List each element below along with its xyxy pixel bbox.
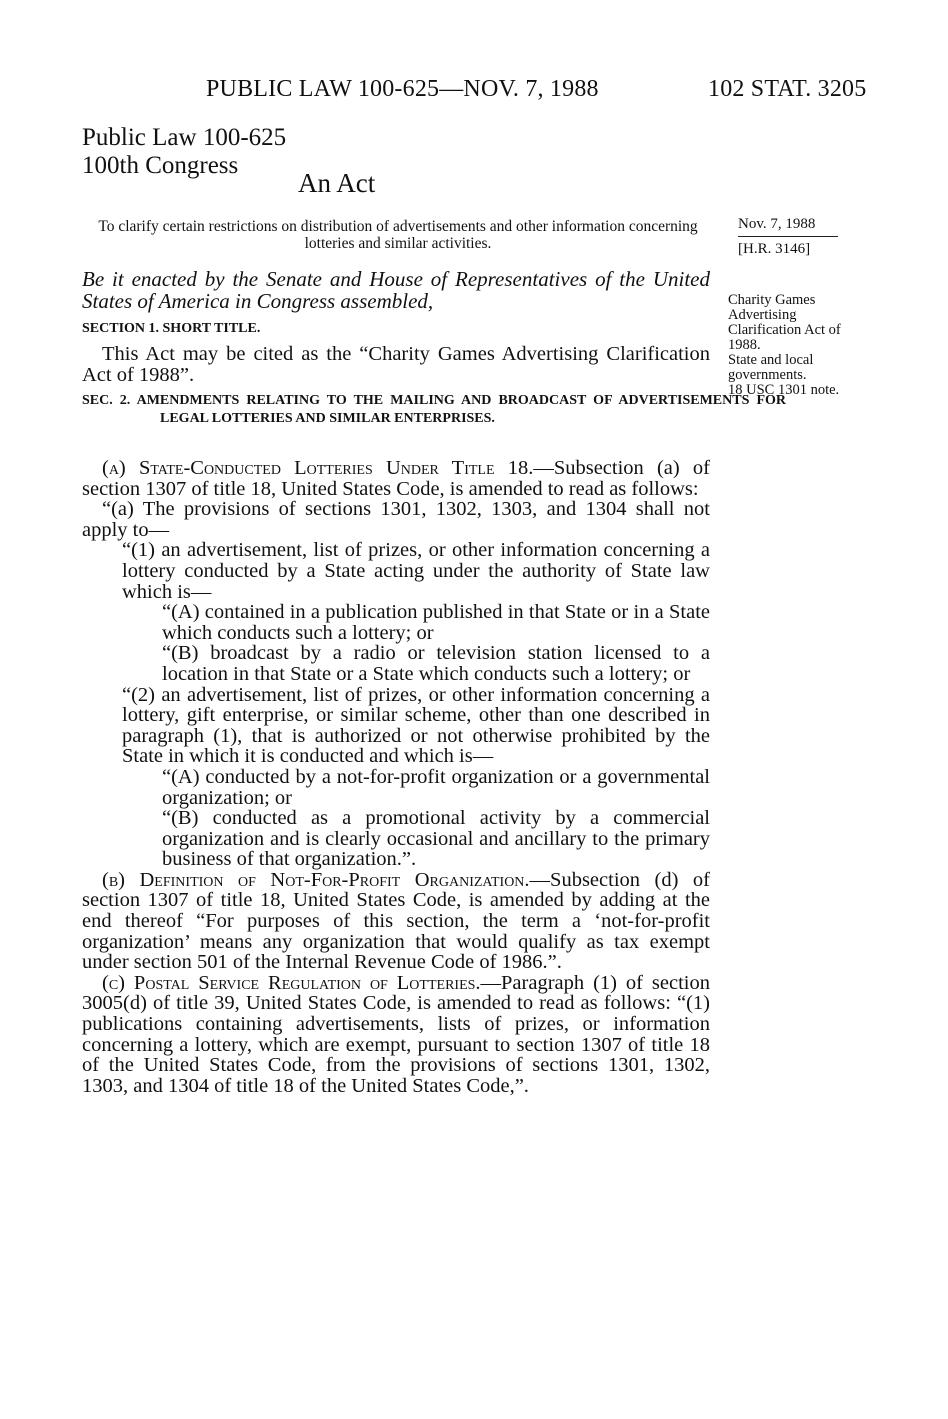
margin-rule — [738, 236, 838, 237]
paragraph-a1-A: “(A) contained in a publication published in that State or in a State which conducts such a lottery; or — [162, 601, 710, 644]
law-identifier — [82, 124, 286, 180]
margin-usc: 18 USC 1301 note. — [728, 382, 840, 398]
enacting-clause: Be it enacted by the Senate and House of Representatives of the United States of America in Congress assembled, — [82, 267, 710, 313]
subsection-c-heading: (c) Postal Service Regulation of Lotteries. — [102, 971, 481, 994]
margin-date-block — [738, 216, 838, 258]
margin-short-title: Charity Games Advertising Clarification Act of 1988. — [728, 292, 841, 353]
subsection-a-text: —Subsection (a) of section 1307 of title 18, United States Code, is amended to read as follows: — [82, 457, 710, 500]
margin-date: Nov. 7, 1988 — [738, 216, 816, 232]
section-2-body — [82, 458, 710, 1096]
subsection-b-text: —Subsection (d) of section 1307 of title 18, United States Code, is amended by adding at the end thereof “For purposes of this section, the term a ‘not-for-profit organization’ means any organization that would qualify as tax exempt under section 501 of the Internal Revenue Code of 1986.”. — [82, 868, 710, 974]
subsection-b — [82, 870, 710, 973]
subsection-b-heading: (b) Definition of Not-For-Profit Organization. — [102, 868, 530, 891]
subsection-a — [82, 458, 710, 499]
subsection-a-heading: (a) State-Conducted Lotteries Under Title 18. — [102, 457, 534, 479]
subsection-a-quote: “(a) The provisions of sections 1301, 1302, 1303, and 1304 shall not apply to— — [82, 498, 710, 541]
subsection-c-text: —Paragraph (1) of section 3005(d) of title 39, United States Code, is amended to read as follows: “(1) publications containing advertisements, lists of prizes, or information concerning a lottery, which are exempt, pursuant to section 1307 of title 18 of the United States Code, from the provisions of sections 1301, 1302, 1303, and 1304 of title 18 of the United States Code,”. — [82, 971, 710, 1097]
paragraph-a1-B: “(B) broadcast by a radio or television station licensed to a location in that State or a State which conducts such a lottery; or — [162, 642, 710, 685]
paragraph-a2-B: “(B) conducted as a promotional activity by a commercial organization and is clearly occasional and ancillary to the primary business of that organization.”. — [162, 807, 710, 871]
running-head: PUBLIC LAW 100-625—NOV. 7, 1988 — [206, 76, 599, 102]
section-1-text: This Act may be cited as the “Charity Games Advertising Clarification Act of 1988”. — [82, 343, 710, 386]
section-1-heading: SECTION 1. SHORT TITLE. — [82, 321, 261, 336]
section-2-heading: SEC. 2. AMENDMENTS RELATING TO THE MAILING AND BROADCAST OF ADVERTISEMENTS FOR LEGAL LOTTERIES AND SIMILAR ENTERPRISES. — [82, 393, 786, 426]
public-law-number: Public Law 100-625 — [82, 124, 287, 151]
act-title: An Act — [298, 168, 376, 198]
congress-number: 100th Congress — [82, 152, 239, 179]
paragraph-a2-A: “(A) conducted by a not-for-profit organization or a governmental organization; or — [162, 765, 710, 809]
stat-page-number: 102 STAT. 3205 — [708, 76, 867, 102]
paragraph-a2: “(2) an advertisement, list of prizes, or other information concerning a lottery, gift enterprise, or similar scheme, other than one described in paragraph (1), that is authorized or not otherwise prohibited by the State in which it is conducted and which is— — [122, 683, 710, 768]
margin-governments: State and local governments. — [728, 352, 814, 383]
purpose-statement: To clarify certain restrictions on distribution of advertisements and other information concerning lotteries and similar activities. — [98, 218, 698, 252]
paragraph-a1: “(1) an advertisement, list of prizes, or other information concerning a lottery conducted by a State acting under the authority of State law which is— — [122, 539, 710, 603]
subsection-c — [82, 973, 710, 1097]
margin-notes — [728, 293, 846, 398]
margin-bill: [H.R. 3146] — [738, 241, 811, 257]
